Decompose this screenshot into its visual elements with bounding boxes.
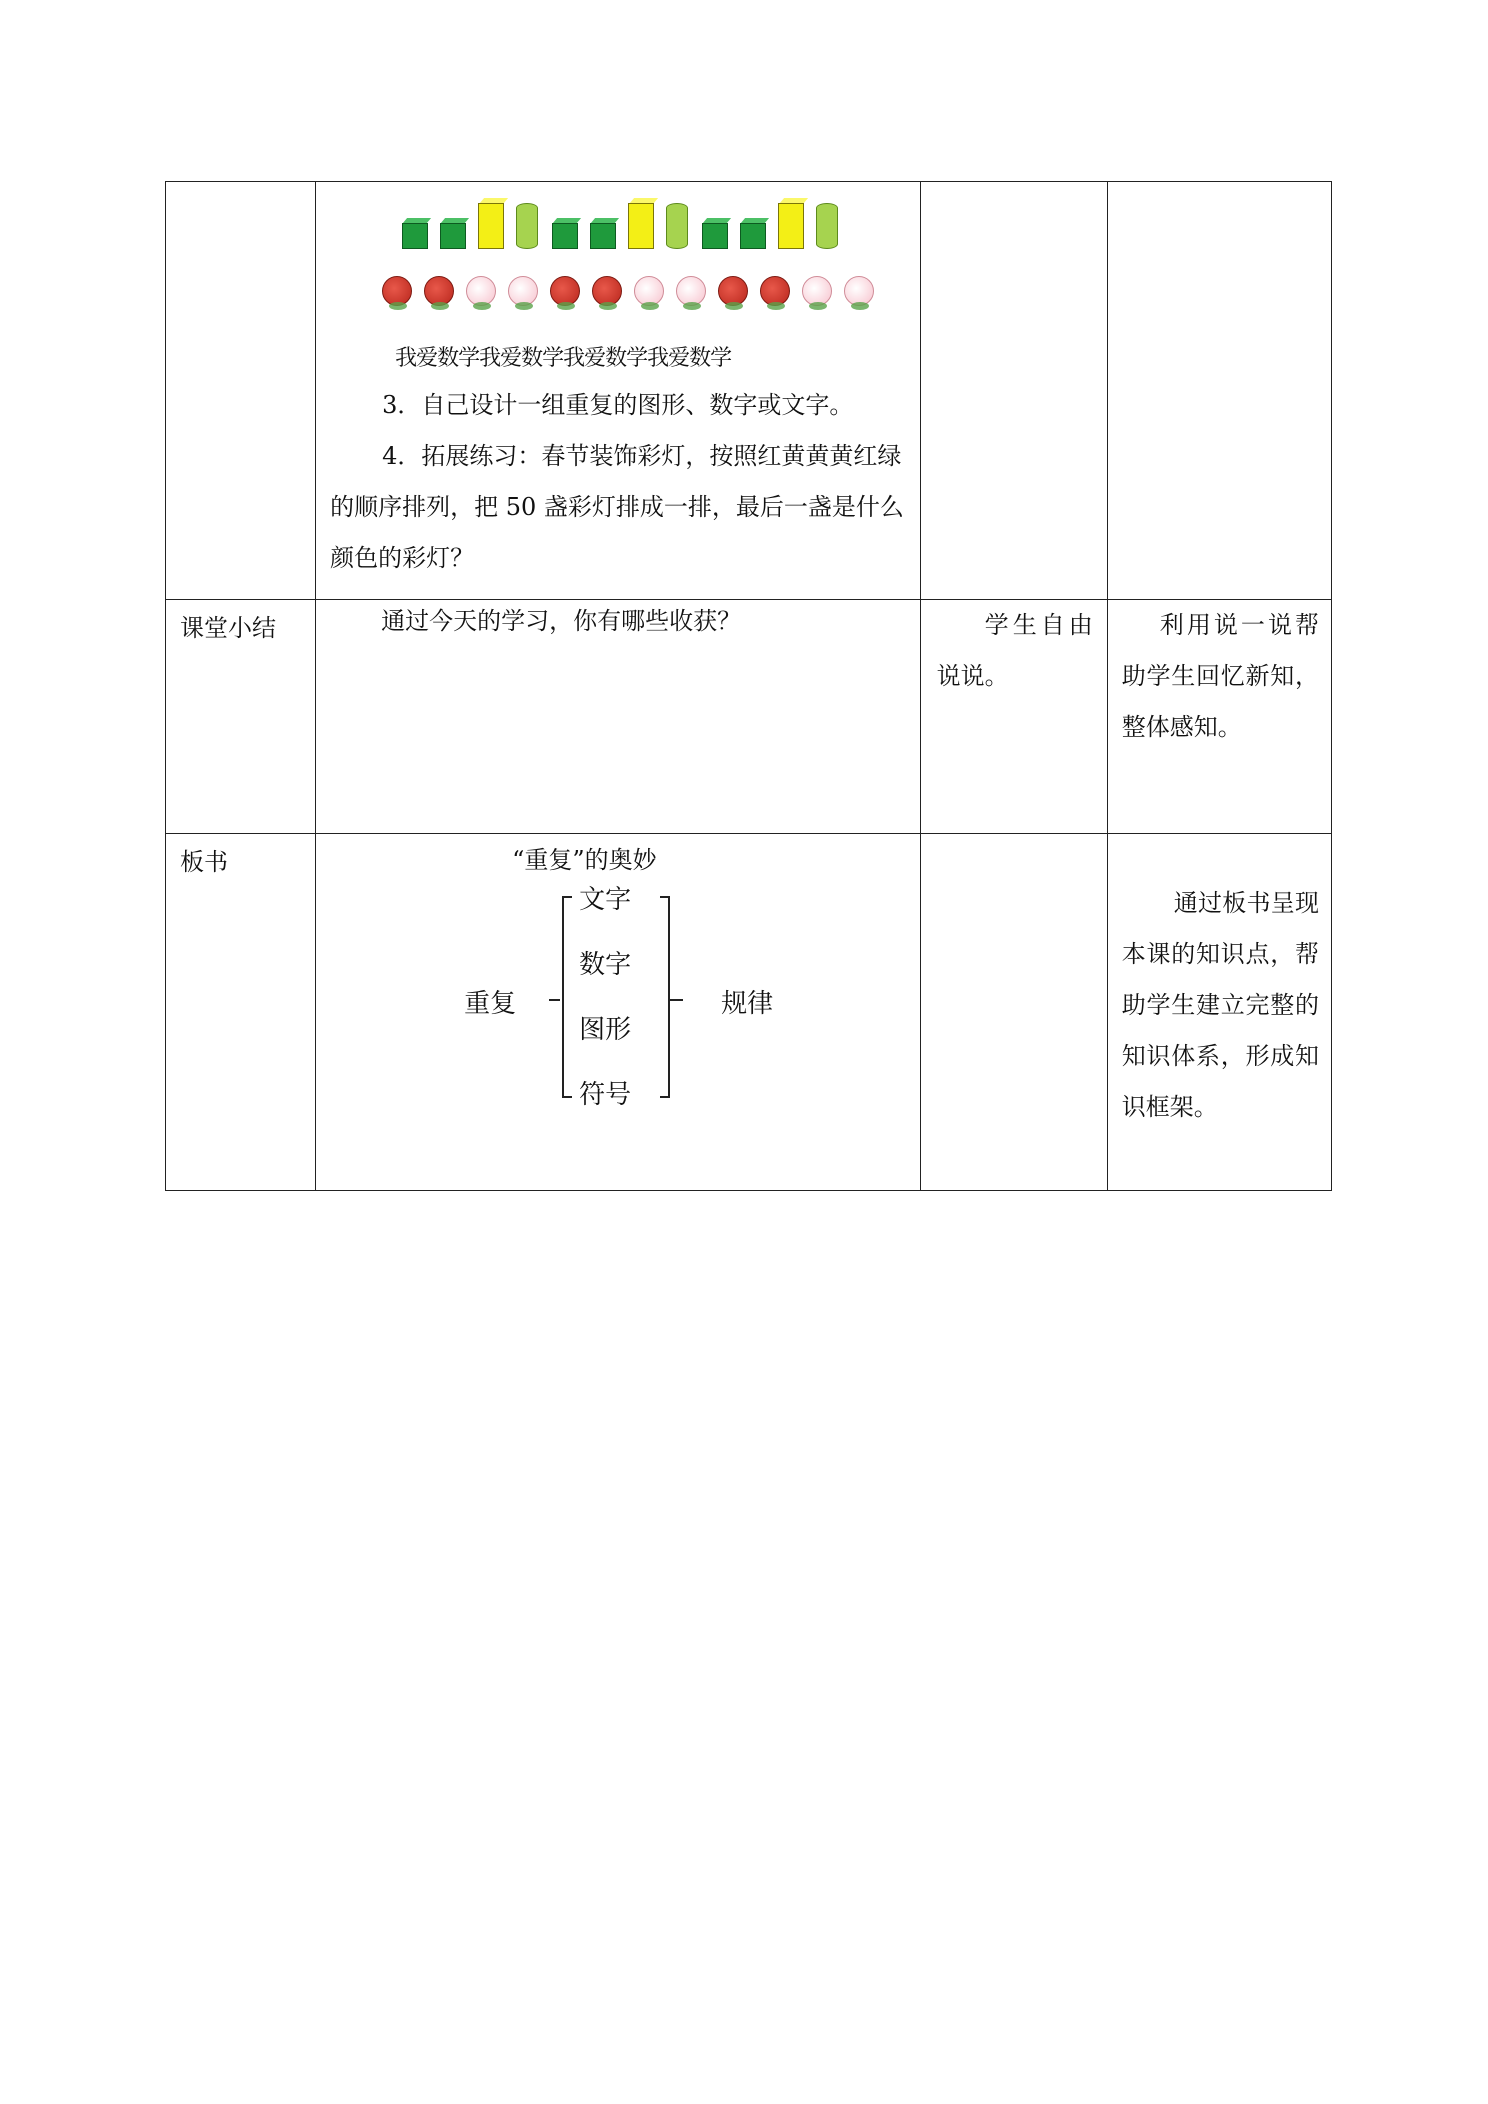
pomegranate-fruit [424,276,454,306]
board-label: 板书 [180,848,228,876]
summary-question: 通过今天的学习，你有哪些收获？ [381,607,742,635]
board-diagram [316,875,920,1135]
cell-empty-board-student [920,834,1107,1191]
pomegranate-fruit [382,276,412,306]
summary-design-intent: 利用说一说帮助学生回忆新知，整体感知。 [1121,611,1319,741]
diagram-item: 文字 [579,885,632,915]
cell-practice-content [316,182,921,600]
cylinder-shape [666,203,688,249]
peach-fruit [676,276,706,306]
board-title: “重复”的奥妙 [512,846,657,874]
table-row-practice [166,182,1332,600]
repeating-shapes-illustration [402,199,920,249]
cell-empty-student [920,182,1107,600]
peach-fruit [508,276,538,306]
cube-shape [702,223,728,249]
summary-label: 课堂小结 [180,614,276,642]
peach-fruit [634,276,664,306]
cell-empty-label [166,182,316,600]
lesson-plan-table [165,181,1332,1191]
cell-empty-intent [1107,182,1331,600]
peach-fruit [844,276,874,306]
table-row-summary [166,600,1332,834]
diagram-item: 符号 [579,1080,632,1110]
prism-shape [628,203,654,249]
pomegranate-fruit [760,276,790,306]
peach-fruit [466,276,496,306]
pomegranate-fruit [550,276,580,306]
cylinder-shape [816,203,838,249]
diagram-item: 数字 [579,950,632,980]
prism-shape [478,203,504,249]
repeating-fruits-illustration [382,271,920,311]
cube-shape [740,223,766,249]
cube-shape [590,223,616,249]
board-design-intent: 通过板书呈现本课的知识点，帮助学生建立完整的知识体系，形成知识框架。 [1121,889,1319,1121]
cube-shape [552,223,578,249]
repeating-text-slogan: 我爱数学我爱数学我爱数学我爱数学 [395,346,732,371]
diagram-result: 规律 [721,989,774,1019]
diagram-root: 重复 [464,989,517,1019]
exercise-3: 3．自己设计一组重复的图形、数字或文字。 [382,391,854,419]
cylinder-shape [516,203,538,249]
peach-fruit [802,276,832,306]
cube-shape [402,223,428,249]
summary-student-activity: 学生自由说说。 [936,611,1093,690]
table-row-board [166,834,1332,1191]
cube-shape [440,223,466,249]
diagram-item: 图形 [579,1015,632,1045]
pomegranate-fruit [592,276,622,306]
exercise-4: 4．拓展练习：春节装饰彩灯，按照红黄黄黄红绿的顺序排列，把 50 盏彩灯排成一排，最后一盏是什么颜色的彩灯？ [330,442,904,572]
pomegranate-fruit [718,276,748,306]
prism-shape [778,203,804,249]
